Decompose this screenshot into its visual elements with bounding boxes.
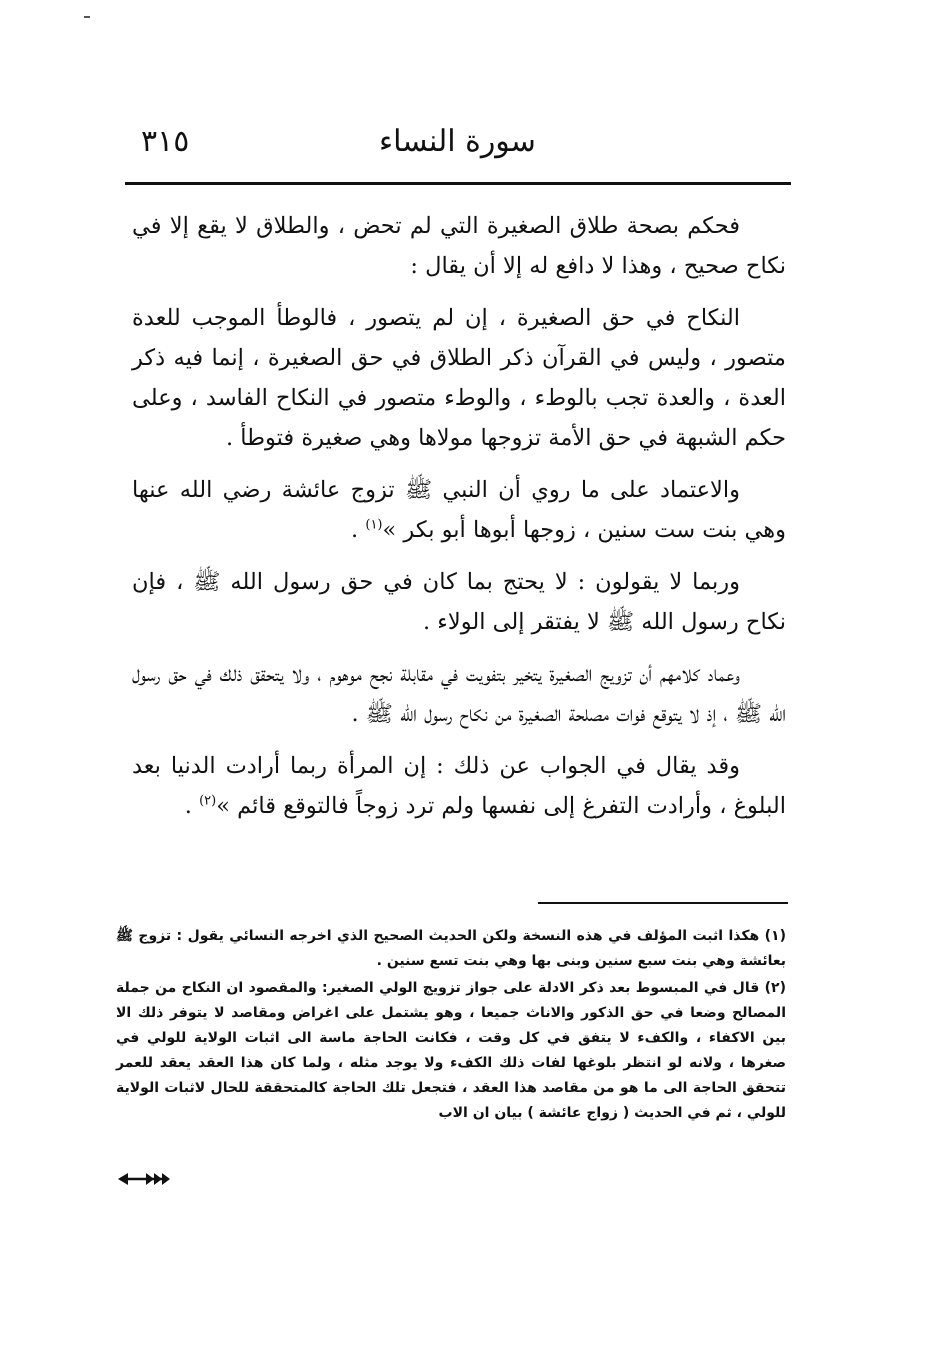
- paragraph: [132, 206, 786, 286]
- paragraph: [132, 562, 786, 642]
- paragraph-text: والاعتماد على ما روي أن النبي ﷺ تزوج عائشة رضي الله عنها وهي بنت ست سنين ، زوجها أبوها أبو بكر »: [132, 477, 786, 543]
- surah-title: سورة النساء: [379, 124, 536, 159]
- paragraph: [132, 654, 786, 734]
- scan-mark: [84, 16, 90, 18]
- running-header: [125, 122, 790, 166]
- main-text: [132, 206, 786, 838]
- footnote: (٢) قال في المبسوط بعد ذكر الادلة على جواز تزويج الولي الصغير: والمقصود ان النكاح من جملة المصالح وضعا في حق الذكور والاناث جميعا ، وهو يشتمل على اغراض ومقاصد لا يتوفر ذلك الا بين الاكفاء ، والكفء لا يتفق في كل وقت ، فكانت الحاجة ماسة الى اثبات الولاية للولي في صغرها ، ولانه لو انتظر بلوغها لفات ذلك الكفء ولا يوجد مثله ، ولما كان هذا العقد يعقد للعمر تتحقق الحاجة الى ما هو من مقاصد هذا العقد ، فتجعل تلك الحاجة كالمتحققة للحال لاثبات الولاية للولي ، ثم في الحديث ( زواج عائشة ) بيان ان الاب: [116, 980, 786, 1121]
- paragraph: [132, 746, 786, 826]
- continuation-arrow-icon: [116, 1169, 172, 1189]
- footnote-divider: [538, 902, 788, 904]
- paragraph-text: وعماد كلامهم أن تزويج الصغيرة يتخير بتفويت في مقابلة نجح موهوم ، ولا يتحقق ذلك في حق رسول الله ﷺ ، إذ لا يتوقع فوات مصلحة الصغيرة من نكاح رسول الله ﷺ .: [132, 661, 786, 727]
- paragraph-text: فحكم بصحة طلاق الصغيرة التي لم تحض ، والطلاق لا يقع إلا في نكاح صحيح ، وهذا لا دافع له إلا أن يقال :: [132, 213, 786, 279]
- footnote-reference: (٢): [199, 793, 217, 809]
- paragraph: [132, 298, 786, 458]
- paragraph-text: وربما لا يقولون : لا يحتج بما كان في حق رسول الله ﷺ ، فإن نكاح رسول الله ﷺ لا يفتقر إلى الولاء .: [132, 569, 786, 635]
- paragraph-text: وقد يقال في الجواب عن ذلك : إن المرأة ربما أرادت الدنيا بعد البلوغ ، وأرادت التفرغ إلى نفسها ولم ترد زوجاً فالتوقع قائم »: [132, 753, 786, 819]
- paragraph: [132, 470, 786, 550]
- footnote: (١) هكذا اثبت المؤلف في هذه النسخة ولكن الحديث الصحيح الذي اخرجه النسائي يقول : تزوج ﷺ بعائشة وهي بنت سبع سنين وبنى بها وهي بنت تسع سنين .: [116, 928, 786, 969]
- paragraph-tail: .: [351, 517, 366, 543]
- paragraph-text: النكاح في حق الصغيرة ، إن لم يتصور ، فالوطأ الموجب للعدة متصور ، وليس في القرآن ذكر الطلاق في حق الصغيرة ، إنما فيه ذكر العدة ، والعدة تجب بالوطء ، والوطء متصور في النكاح الفاسد ، وعلى حكم الشبهة في حق الأمة تزوجها مولاها وهي صغيرة فتوطأ .: [132, 305, 786, 451]
- page-number: ٣١٥: [141, 124, 190, 159]
- footnotes: [116, 924, 786, 1128]
- header-divider: [125, 182, 791, 185]
- paragraph-tail: .: [184, 793, 200, 819]
- footnote-reference: (١): [365, 517, 383, 533]
